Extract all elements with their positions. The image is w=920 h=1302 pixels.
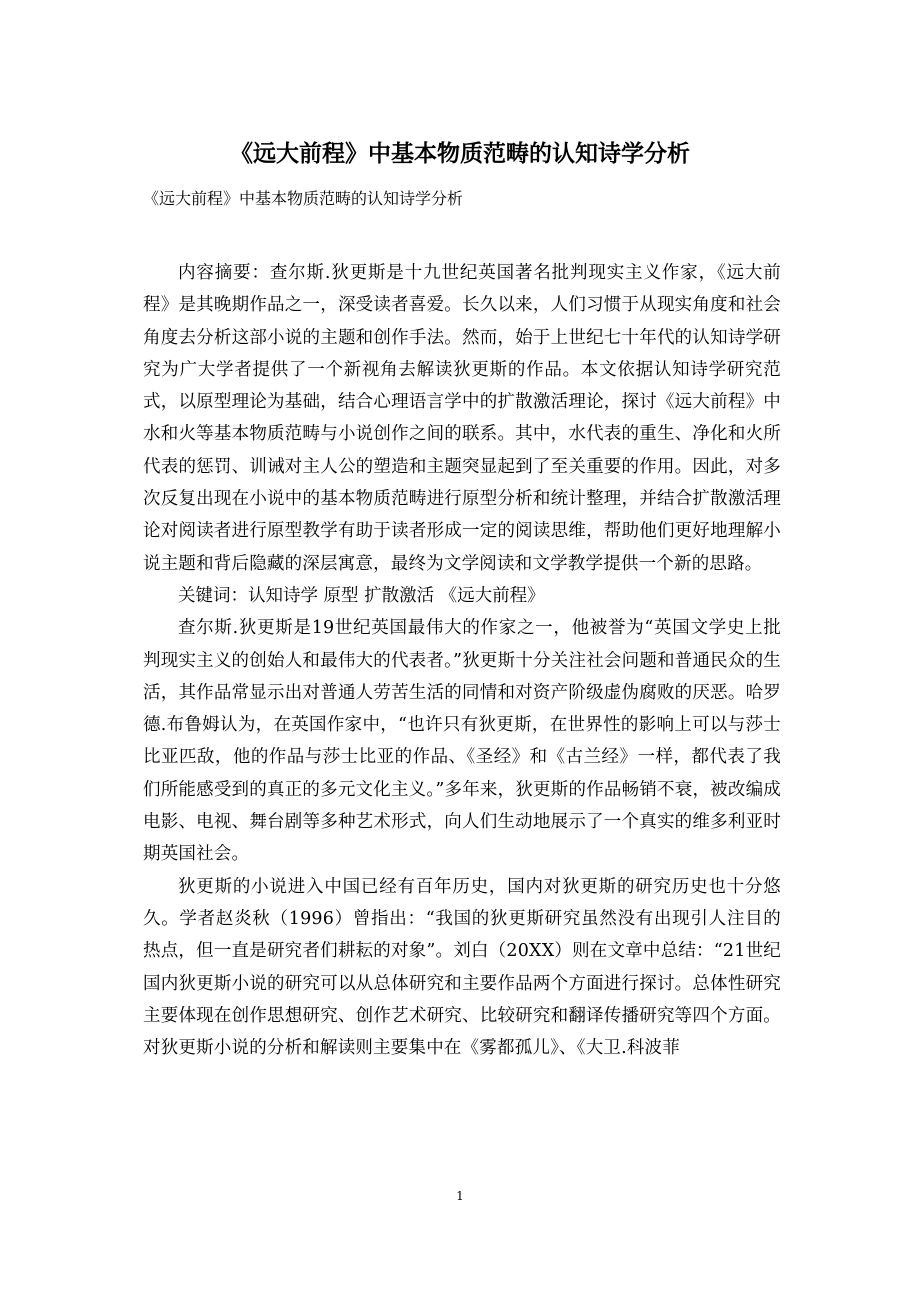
body-paragraph: 狄更斯的小说进入中国已经有百年历史，国内对狄更斯的研究历史也十分悠久。学者赵炎秋（1996）曾指出：“我国的狄更斯研究虽然没有出现引人注目的热点，但一直是研究者们耕耘的对象”。刘白（20XX）则在文章中总结：“21世纪国内狄更斯小说的研究可以从总体研究和主要作品两个方面进行探讨。总体性研究主要体现在创作思想研究、创作艺术研究、比较研究和翻译传播研究等四个方面。对狄更斯小说的分析和解读则主要集中在《雾都孤儿》、《大卫.科波菲 — [143, 876, 781, 1059]
body-paragraph: 查尔斯.狄更斯是19世纪英国最伟大的作家之一，他被誉为“英国文学史上批判现实主义的创始人和最伟大的代表者。”狄更斯十分关注社会问题和普通民众的生活，其作品常显示出对普通人劳苦生活的同情和对资产阶级虚伪腐败的厌恶。哈罗德.布鲁姆认为，在英国作家中，“也许只有狄更斯，在世界性的影响上可以与莎士比亚匹敌，他的作品与莎士比亚的作品、《圣经》和《古兰经》一样，都代表了我们所能感受到的真正的多元文化主义。”多年来，狄更斯的作品畅销不衰，被改编成电影、电视、舞台剧等多种艺术形式，向人们生动地展示了一个真实的维多利亚时期英国社会。 — [143, 618, 781, 865]
keywords-paragraph: 关键词：认知诗学 原型 扩散激活 《远大前程》 — [178, 585, 545, 606]
abstract-paragraph: 内容摘要：查尔斯.狄更斯是十九世纪英国著名批判现实主义作家，《远大前程》是其晚期作品之一，深受读者喜爱。长久以来，人们习惯于从现实角度和社会角度去分析这部小说的主题和创作手法。然而，始于上世纪七十年代的认知诗学研究为广大学者提供了一个新视角去解读狄更斯的作品。本文依据认知诗学研究范式，以原型理论为基础，结合心理语言学中的扩散激活理论，探讨《远大前程》中水和火等基本物质范畴与小说创作之间的联系。其中，水代表的重生、净化和火所代表的惩罚、训诫对主人公的塑造和主题突显起到了至关重要的作用。因此，对多次反复出现在小说中的基本物质范畴进行原型分析和统计整理，并结合扩散激活理论对阅读者进行原型教学有助于读者形成一定的阅读思维，帮助他们更好地理解小说主题和背后隐藏的深层寓意，最终为文学阅读和文学教学提供一个新的思路。 — [143, 263, 781, 574]
document-subtitle: 《远大前程》中基本物质范畴的认知诗学分析 — [143, 189, 464, 208]
page-number: 1 — [456, 1189, 464, 1203]
document-title: 《远大前程》中基本物质范畴的认知诗学分析 — [230, 141, 690, 167]
document-body — [143, 257, 781, 1064]
